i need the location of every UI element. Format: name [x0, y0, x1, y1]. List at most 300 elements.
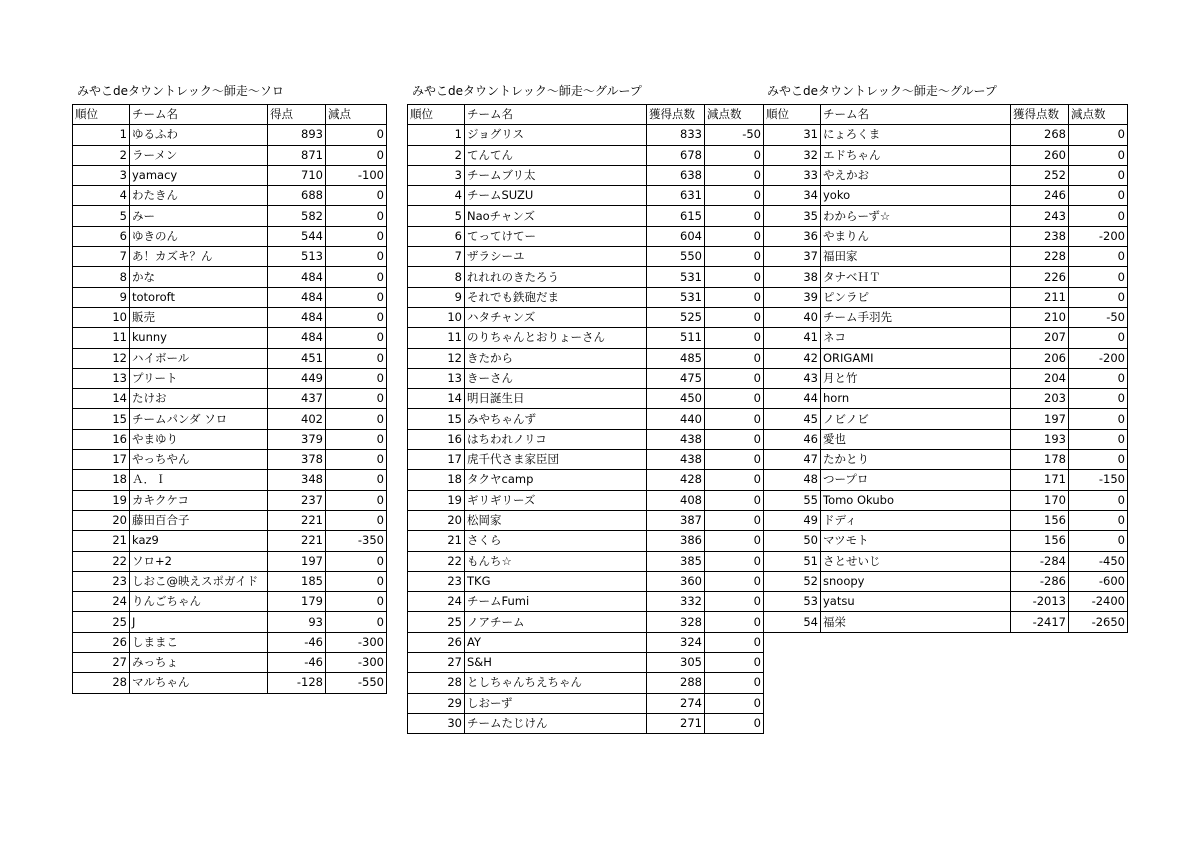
deduction-cell: 0	[326, 307, 387, 327]
table-row	[73, 612, 387, 632]
score-cell: 893	[268, 125, 326, 145]
rank-cell: 41	[764, 328, 821, 348]
score-cell: 243	[1011, 206, 1069, 226]
team-name-cell: ピンラピ	[821, 287, 1011, 307]
score-cell: 688	[268, 186, 326, 206]
team-name-cell: 藤田百合子	[130, 510, 268, 530]
deduction-cell: 0	[326, 470, 387, 490]
table-row	[73, 145, 387, 165]
table-row	[764, 247, 1128, 267]
rank-cell: 40	[764, 307, 821, 327]
score-cell: 203	[1011, 389, 1069, 409]
table-row	[408, 551, 764, 571]
rank-cell: 23	[408, 571, 465, 591]
deduction-cell: 0	[1069, 287, 1128, 307]
score-cell: 513	[268, 247, 326, 267]
team-name-cell: ジョグリス	[465, 125, 647, 145]
deduction-cell: 0	[705, 307, 764, 327]
solo-table-title: みやこdeタウントレック〜師走〜ソロ	[77, 84, 284, 98]
table-row	[764, 348, 1128, 368]
team-name-cell: 販売	[130, 307, 268, 327]
deduction-cell: 0	[1069, 186, 1128, 206]
score-cell: 210	[1011, 307, 1069, 327]
deduction-cell: 0	[705, 612, 764, 632]
table-row	[408, 653, 764, 673]
table-row	[73, 592, 387, 612]
deduction-cell: 0	[705, 186, 764, 206]
score-cell: 833	[647, 125, 705, 145]
team-name-cell: みー	[130, 206, 268, 226]
rank-cell: 34	[764, 186, 821, 206]
team-name-cell: あ！カズキ？ん	[130, 247, 268, 267]
table-row	[408, 713, 764, 733]
deduction-header: 減点数	[705, 105, 764, 125]
table-row	[764, 267, 1128, 287]
score-cell: 228	[1011, 247, 1069, 267]
rank-cell: 20	[73, 510, 130, 530]
score-header: 獲得点数	[1011, 105, 1069, 125]
team-name-cell: エドちゃん	[821, 145, 1011, 165]
team-name-cell: 明日誕生日	[465, 389, 647, 409]
rank-cell: 47	[764, 450, 821, 470]
score-cell: 156	[1011, 531, 1069, 551]
deduction-cell: -150	[1069, 470, 1128, 490]
table-row	[764, 592, 1128, 612]
deduction-cell: 0	[326, 551, 387, 571]
score-cell: 511	[647, 328, 705, 348]
team-name-cell: マルちゃん	[130, 673, 268, 693]
deduction-cell: -200	[1069, 226, 1128, 246]
score-cell: 710	[268, 165, 326, 185]
table-row	[764, 368, 1128, 388]
rank-cell: 27	[73, 653, 130, 673]
table-row	[408, 226, 764, 246]
team-name-cell: やまりん	[821, 226, 1011, 246]
team-name-cell: 愛也	[821, 429, 1011, 449]
rank-cell: 19	[73, 490, 130, 510]
rank-cell: 24	[73, 592, 130, 612]
team-name-cell: としちゃんちえちゃん	[465, 673, 647, 693]
team-name-cell: タナベＨＴ	[821, 267, 1011, 287]
table-row	[73, 247, 387, 267]
team-name-cell: それでも鉄砲だま	[465, 287, 647, 307]
rank-cell: 28	[408, 673, 465, 693]
header-row	[73, 105, 387, 125]
score-cell: 402	[268, 409, 326, 429]
rank-cell: 29	[408, 693, 465, 713]
team-name-cell: しおこ@映えスポガイド	[130, 571, 268, 591]
team-name-header: チーム名	[130, 105, 268, 125]
deduction-header: 減点	[326, 105, 387, 125]
score-cell: 531	[647, 287, 705, 307]
rank-cell: 19	[408, 490, 465, 510]
table-row	[408, 612, 764, 632]
team-name-header: チーム名	[821, 105, 1011, 125]
rank-cell: 12	[73, 348, 130, 368]
table-row	[73, 653, 387, 673]
team-name-cell: チームFumi	[465, 592, 647, 612]
table-row	[764, 328, 1128, 348]
score-cell: 428	[647, 470, 705, 490]
deduction-cell: -2400	[1069, 592, 1128, 612]
deduction-cell: 0	[705, 693, 764, 713]
table-row	[408, 328, 764, 348]
rank-cell: 25	[408, 612, 465, 632]
table-row	[764, 551, 1128, 571]
table-row	[764, 490, 1128, 510]
deduction-cell: -50	[705, 125, 764, 145]
team-name-cell: チームSUZU	[465, 186, 647, 206]
rank-cell: 4	[408, 186, 465, 206]
table-row	[408, 490, 764, 510]
deduction-cell: 0	[1069, 510, 1128, 530]
rank-cell: 33	[764, 165, 821, 185]
table-row	[408, 592, 764, 612]
score-cell: 485	[647, 348, 705, 368]
rank-header: 順位	[73, 105, 130, 125]
rank-cell: 11	[408, 328, 465, 348]
score-cell: 531	[647, 267, 705, 287]
rank-cell: 27	[408, 653, 465, 673]
team-name-cell: AY	[465, 632, 647, 652]
rank-cell: 21	[73, 531, 130, 551]
table-row	[764, 450, 1128, 470]
table-row	[764, 226, 1128, 246]
team-name-cell: やまゆり	[130, 429, 268, 449]
table-row	[764, 145, 1128, 165]
score-cell: 260	[1011, 145, 1069, 165]
rank-cell: 30	[408, 713, 465, 733]
rank-cell: 1	[408, 125, 465, 145]
team-name-cell: ギリギリーズ	[465, 490, 647, 510]
table-row	[408, 429, 764, 449]
table-row	[408, 186, 764, 206]
table-row	[764, 510, 1128, 530]
table-row	[408, 470, 764, 490]
deduction-cell: 0	[705, 490, 764, 510]
score-cell: 271	[647, 713, 705, 733]
rank-cell: 15	[73, 409, 130, 429]
score-cell: 221	[268, 510, 326, 530]
table-row	[764, 531, 1128, 551]
team-name-cell: りんごちゃん	[130, 592, 268, 612]
table-row	[408, 247, 764, 267]
team-name-cell: やえかお	[821, 165, 1011, 185]
group-ranking-table-2	[763, 104, 1128, 633]
rank-cell: 16	[73, 429, 130, 449]
rank-cell: 10	[73, 307, 130, 327]
team-name-cell: TKG	[465, 571, 647, 591]
score-cell: 451	[268, 348, 326, 368]
deduction-cell: 0	[705, 632, 764, 652]
table-row	[73, 470, 387, 490]
table-row	[73, 490, 387, 510]
team-name-cell: みっちょ	[130, 653, 268, 673]
score-cell: 332	[647, 592, 705, 612]
score-cell: 484	[268, 287, 326, 307]
score-cell: 386	[647, 531, 705, 551]
deduction-cell: 0	[705, 267, 764, 287]
rank-cell: 1	[73, 125, 130, 145]
table-row	[73, 531, 387, 551]
header-row	[408, 105, 764, 125]
rank-cell: 31	[764, 125, 821, 145]
deduction-cell: -100	[326, 165, 387, 185]
score-cell: 484	[268, 307, 326, 327]
team-name-cell: ノアチーム	[465, 612, 647, 632]
score-cell: 204	[1011, 368, 1069, 388]
rank-cell: 6	[73, 226, 130, 246]
team-name-header: チーム名	[465, 105, 647, 125]
table-row	[73, 571, 387, 591]
team-name-cell: snoopy	[821, 571, 1011, 591]
team-name-cell: kaz9	[130, 531, 268, 551]
deduction-cell: 0	[326, 226, 387, 246]
team-name-cell: ラーメン	[130, 145, 268, 165]
team-name-cell: カキクケコ	[130, 490, 268, 510]
deduction-cell: 0	[705, 389, 764, 409]
table-row	[764, 125, 1128, 145]
deduction-cell: -300	[326, 653, 387, 673]
score-cell: 525	[647, 307, 705, 327]
rank-cell: 46	[764, 429, 821, 449]
rank-cell: 5	[408, 206, 465, 226]
rank-cell: 14	[73, 389, 130, 409]
score-cell: 484	[268, 267, 326, 287]
deduction-cell: -300	[326, 632, 387, 652]
deduction-cell: -2650	[1069, 612, 1128, 632]
score-cell: 206	[1011, 348, 1069, 368]
deduction-cell: 0	[326, 287, 387, 307]
team-name-cell: はちわれノリコ	[465, 429, 647, 449]
score-cell: 156	[1011, 510, 1069, 530]
score-cell: 871	[268, 145, 326, 165]
score-cell: 582	[268, 206, 326, 226]
rank-cell: 26	[408, 632, 465, 652]
rank-cell: 13	[73, 368, 130, 388]
table-row	[408, 450, 764, 470]
score-cell: 475	[647, 368, 705, 388]
deduction-cell: 0	[1069, 490, 1128, 510]
rank-cell: 23	[73, 571, 130, 591]
table-row	[73, 287, 387, 307]
team-name-cell: ORIGAMI	[821, 348, 1011, 368]
score-cell: 171	[1011, 470, 1069, 490]
score-cell: 288	[647, 673, 705, 693]
deduction-cell: -450	[1069, 551, 1128, 571]
score-cell: 328	[647, 612, 705, 632]
team-name-cell: てんてん	[465, 145, 647, 165]
deduction-cell: 0	[326, 125, 387, 145]
table-row	[73, 450, 387, 470]
table-row	[764, 206, 1128, 226]
deduction-cell: 0	[1069, 531, 1128, 551]
deduction-cell: 0	[705, 409, 764, 429]
team-name-cell: ノビノビ	[821, 409, 1011, 429]
team-name-cell: プリート	[130, 368, 268, 388]
score-cell: 360	[647, 571, 705, 591]
table-row	[408, 693, 764, 713]
table-row	[73, 206, 387, 226]
rank-cell: 50	[764, 531, 821, 551]
team-name-cell: しままこ	[130, 632, 268, 652]
team-name-cell: Ａ．Ｉ	[130, 470, 268, 490]
rank-cell: 3	[73, 165, 130, 185]
table-row	[73, 429, 387, 449]
rank-cell: 51	[764, 551, 821, 571]
score-cell: 449	[268, 368, 326, 388]
score-cell: 207	[1011, 328, 1069, 348]
team-name-cell: れれれのきたろう	[465, 267, 647, 287]
score-cell: -46	[268, 653, 326, 673]
table-row	[73, 409, 387, 429]
rank-cell: 2	[73, 145, 130, 165]
team-name-cell: yatsu	[821, 592, 1011, 612]
team-name-cell: マツモト	[821, 531, 1011, 551]
team-name-cell: yamacy	[130, 165, 268, 185]
table-row	[408, 287, 764, 307]
rank-cell: 28	[73, 673, 130, 693]
score-cell: 678	[647, 145, 705, 165]
table-row	[764, 612, 1128, 632]
deduction-cell: 0	[705, 592, 764, 612]
score-cell: 379	[268, 429, 326, 449]
rank-cell: 38	[764, 267, 821, 287]
score-cell: 237	[268, 490, 326, 510]
deduction-cell: 0	[326, 247, 387, 267]
rank-cell: 22	[73, 551, 130, 571]
score-cell: 324	[647, 632, 705, 652]
table-row	[408, 348, 764, 368]
rank-cell: 53	[764, 592, 821, 612]
score-cell: 550	[647, 247, 705, 267]
deduction-cell: 0	[1069, 125, 1128, 145]
team-name-cell: きーさん	[465, 368, 647, 388]
team-name-cell: たけお	[130, 389, 268, 409]
table-row	[408, 368, 764, 388]
score-cell: 197	[268, 551, 326, 571]
team-name-cell: horn	[821, 389, 1011, 409]
team-name-cell: J	[130, 612, 268, 632]
deduction-cell: 0	[705, 653, 764, 673]
table-row	[73, 673, 387, 693]
rank-cell: 18	[408, 470, 465, 490]
team-name-cell: やっちやん	[130, 450, 268, 470]
score-cell: 179	[268, 592, 326, 612]
table-row	[73, 632, 387, 652]
table-row	[408, 510, 764, 530]
team-name-cell: 虎千代さま家臣団	[465, 450, 647, 470]
deduction-cell: 0	[705, 551, 764, 571]
score-cell: -286	[1011, 571, 1069, 591]
table-row	[764, 389, 1128, 409]
deduction-cell: 0	[326, 510, 387, 530]
deduction-cell: 0	[705, 247, 764, 267]
team-name-cell: チーム手羽先	[821, 307, 1011, 327]
rank-cell: 15	[408, 409, 465, 429]
table-row	[764, 307, 1128, 327]
table-row	[73, 368, 387, 388]
table-row	[73, 389, 387, 409]
rank-cell: 24	[408, 592, 465, 612]
table-row	[764, 429, 1128, 449]
group-table-title-2: みやこdeタウントレック〜師走〜グループ	[767, 84, 997, 98]
rank-cell: 4	[73, 186, 130, 206]
deduction-header: 減点数	[1069, 105, 1128, 125]
deduction-cell: 0	[705, 510, 764, 530]
score-cell: 408	[647, 490, 705, 510]
rank-cell: 52	[764, 571, 821, 591]
deduction-cell: 0	[705, 429, 764, 449]
deduction-cell: 0	[1069, 409, 1128, 429]
team-name-cell: タクヤcamp	[465, 470, 647, 490]
team-name-cell: ザラシーユ	[465, 247, 647, 267]
score-cell: 178	[1011, 450, 1069, 470]
deduction-cell: 0	[705, 145, 764, 165]
rank-cell: 17	[73, 450, 130, 470]
deduction-cell: 0	[705, 328, 764, 348]
score-cell: 193	[1011, 429, 1069, 449]
rank-cell: 16	[408, 429, 465, 449]
team-name-cell: ネコ	[821, 328, 1011, 348]
deduction-cell: 0	[326, 389, 387, 409]
score-cell: 305	[647, 653, 705, 673]
solo-ranking-table	[72, 104, 387, 694]
score-cell: 387	[647, 510, 705, 530]
table-row	[764, 470, 1128, 490]
table-row	[73, 267, 387, 287]
deduction-cell: 0	[705, 206, 764, 226]
team-name-cell: てってけてー	[465, 226, 647, 246]
deduction-cell: 0	[1069, 389, 1128, 409]
rank-header: 順位	[764, 105, 821, 125]
score-cell: -46	[268, 632, 326, 652]
team-name-cell: しおーず	[465, 693, 647, 713]
table-row	[73, 510, 387, 530]
table-row	[764, 186, 1128, 206]
group-ranking-table-1	[407, 104, 764, 734]
score-cell: 484	[268, 328, 326, 348]
deduction-cell: 0	[1069, 429, 1128, 449]
deduction-cell: 0	[1069, 206, 1128, 226]
score-cell: 170	[1011, 490, 1069, 510]
team-name-cell: チームたじけん	[465, 713, 647, 733]
deduction-cell: 0	[326, 267, 387, 287]
rank-cell: 32	[764, 145, 821, 165]
rank-cell: 43	[764, 368, 821, 388]
team-name-cell: きたから	[465, 348, 647, 368]
score-cell: -2013	[1011, 592, 1069, 612]
score-cell: 93	[268, 612, 326, 632]
rank-cell: 8	[73, 267, 130, 287]
table-row	[764, 165, 1128, 185]
team-name-cell: 福田家	[821, 247, 1011, 267]
table-row	[408, 125, 764, 145]
deduction-cell: 0	[1069, 145, 1128, 165]
table-row	[408, 389, 764, 409]
rank-cell: 7	[408, 247, 465, 267]
rank-cell: 49	[764, 510, 821, 530]
table-row	[73, 551, 387, 571]
deduction-cell: 0	[326, 450, 387, 470]
score-cell: 226	[1011, 267, 1069, 287]
score-cell: 221	[268, 531, 326, 551]
deduction-cell: 0	[705, 470, 764, 490]
team-name-cell: わたきん	[130, 186, 268, 206]
rank-cell: 8	[408, 267, 465, 287]
score-cell: 348	[268, 470, 326, 490]
table-row	[408, 206, 764, 226]
